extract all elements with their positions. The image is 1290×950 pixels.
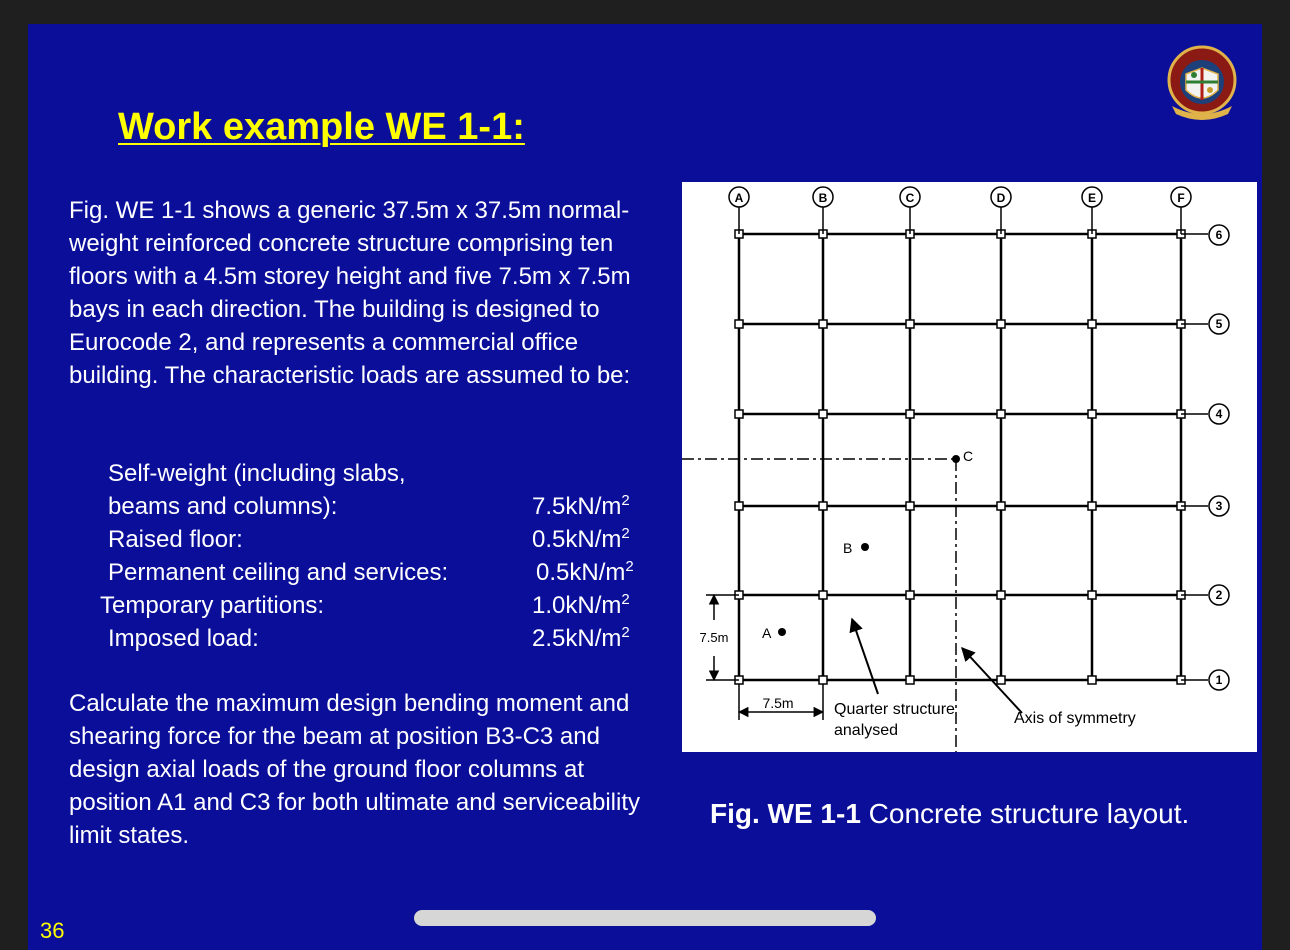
- column-node: [997, 591, 1005, 599]
- point-c-marker: [952, 455, 960, 463]
- load-label: Self-weight (including slabs,: [108, 460, 406, 487]
- load-label: Permanent ceiling and services:: [108, 559, 449, 586]
- column-label: D: [996, 191, 1006, 205]
- point-c-label: C: [963, 448, 974, 464]
- column-label: F: [1177, 191, 1185, 205]
- point-a-marker: [778, 628, 786, 636]
- column-node: [735, 410, 743, 418]
- column-node: [735, 502, 743, 510]
- horizontal-scrollbar[interactable]: [414, 910, 876, 926]
- column-node: [819, 502, 827, 510]
- slide: [28, 24, 1262, 950]
- row-label: 3: [1215, 499, 1223, 513]
- row-label: 2: [1215, 588, 1223, 602]
- figure-caption: [710, 798, 1189, 830]
- column-node: [997, 410, 1005, 418]
- quarter-structure-label-line2: analysed: [834, 722, 899, 739]
- column-node: [1088, 676, 1096, 684]
- column-node: [819, 320, 827, 328]
- figure-caption-text: Concrete structure layout.: [860, 798, 1190, 829]
- load-label: Raised floor:: [108, 526, 243, 553]
- column-node: [1088, 502, 1096, 510]
- figure-caption-number: Fig. WE 1-1: [710, 798, 861, 829]
- load-label: beams and columns):: [108, 493, 338, 520]
- column-node: [906, 410, 914, 418]
- column-node: [1088, 320, 1096, 328]
- column-label: E: [1087, 191, 1097, 205]
- column-node: [906, 320, 914, 328]
- column-node: [906, 676, 914, 684]
- row-label: 5: [1215, 317, 1223, 331]
- load-value: $7.5kN/m^2$: [532, 492, 630, 520]
- horizontal-dimension-label: 7.5m: [762, 695, 794, 711]
- column-node: [1088, 591, 1096, 599]
- column-node: [906, 502, 914, 510]
- load-value: $0.5kN/m^2$: [536, 558, 634, 586]
- column-node: [819, 591, 827, 599]
- column-node: [997, 502, 1005, 510]
- column-node: [997, 320, 1005, 328]
- column-node: [735, 320, 743, 328]
- column-node: [906, 591, 914, 599]
- load-label: Temporary partitions:: [100, 592, 325, 619]
- column-label: A: [734, 191, 744, 205]
- slide-title: Work example WE 1-1:: [118, 106, 525, 148]
- quarter-structure-label: Quarter structure: [834, 701, 955, 718]
- structure-layout-figure: [682, 182, 1257, 752]
- load-value: $1.0kN/m^2$: [532, 591, 630, 619]
- point-a-label: A: [762, 625, 772, 641]
- point-b-marker: [861, 543, 869, 551]
- column-label: B: [818, 191, 828, 205]
- column-grid-lines: [739, 234, 1181, 680]
- row-label: 4: [1215, 407, 1223, 421]
- vertical-dimension-label: 7.5m: [699, 630, 729, 645]
- column-node: [819, 676, 827, 684]
- column-node: [997, 676, 1005, 684]
- page-number: 36: [40, 918, 65, 943]
- grid-plan-diagram: [682, 182, 1257, 752]
- column-node: [819, 410, 827, 418]
- load-value: $2.5kN/m^2$: [532, 624, 630, 652]
- intro-paragraph: Fig. WE 1-1 shows a generic 37.5m x 37.5m normal-weight reinforced concrete structure comprising ten floors with a 4.5m storey height and five 7.5m x 7.5m bays in each direction. The building is designed to Eurocode 2, and represents a commercial office building. The characteristic loads are assumed to be:: [69, 197, 631, 389]
- column-label: C: [905, 191, 915, 205]
- point-b-label: B: [843, 540, 853, 556]
- column-node: [1088, 410, 1096, 418]
- load-value: $0.5kN/m^2$: [532, 525, 630, 553]
- task-paragraph: Calculate the maximum design bending moment and shearing force for the beam at position B3-C3 and design axial loads of the ground floor columns at position A1 and C3 for both ultimate and serviceability limit states.: [69, 690, 640, 849]
- axis-of-symmetry-label: Axis of symmetry: [1014, 710, 1136, 727]
- quarter-structure-arrow: [852, 619, 878, 694]
- column-labels: [729, 187, 1191, 234]
- column-nodes: [735, 230, 1185, 684]
- row-grid-lines: [739, 234, 1181, 680]
- row-label: 6: [1215, 228, 1223, 242]
- row-labels: [1181, 225, 1229, 690]
- row-label: 1: [1215, 673, 1223, 687]
- load-label: Imposed load:: [108, 625, 259, 652]
- university-crest-logo: [1166, 44, 1238, 124]
